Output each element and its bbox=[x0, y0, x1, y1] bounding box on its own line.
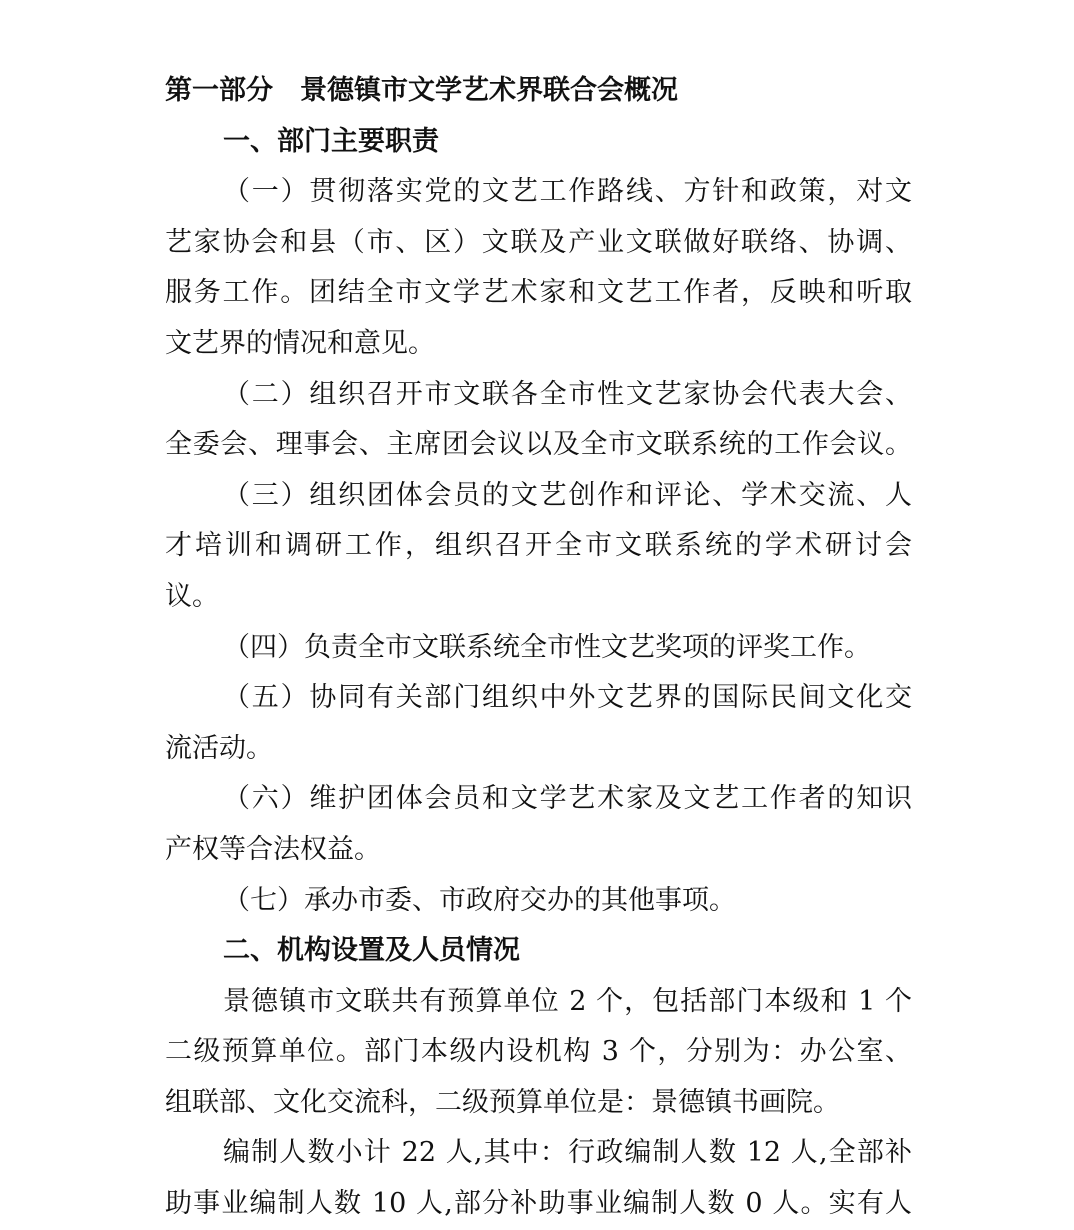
paragraph-line: （二）组织召开市文联各全市性文艺家协会代表大会、 bbox=[223, 378, 912, 410]
paragraph-line: 才培训和调研工作，组织召开全市文联系统的学术研讨会 bbox=[165, 530, 912, 562]
paragraph-line: 助事业编制人数 10 人,部分补助事业编制人数 0 人。实有人 bbox=[165, 1188, 912, 1220]
paragraph-line: 文艺界的情况和意见。 bbox=[165, 327, 435, 359]
paragraph bbox=[165, 774, 912, 875]
paragraph bbox=[165, 1128, 912, 1229]
document-page bbox=[165, 66, 912, 1230]
paragraph-line: 服务工作。团结全市文学艺术家和文艺工作者，反映和听取 bbox=[165, 277, 912, 309]
section-heading-duties: 一、部门主要职责 bbox=[223, 125, 439, 157]
paragraph-line: （三）组织团体会员的文艺创作和评论、学术交流、人 bbox=[223, 479, 912, 511]
paragraph bbox=[165, 167, 912, 369]
paragraph-line: 二级预算单位。部门本级内设机构 3 个，分别为：办公室、 bbox=[165, 1036, 912, 1068]
paragraph bbox=[165, 876, 912, 927]
paragraph bbox=[165, 673, 912, 774]
section-heading-organization: 二、机构设置及人员情况 bbox=[223, 935, 520, 967]
paragraph bbox=[165, 471, 912, 623]
paragraph-line: 编制人数小计 22 人,其中：行政编制人数 12 人,全部补 bbox=[223, 1137, 912, 1169]
paragraph-line: （四）负责全市文联系统全市性文艺奖项的评奖工作。 bbox=[223, 631, 871, 663]
paragraph-line: 产权等合法权益。 bbox=[165, 833, 381, 865]
paragraph bbox=[165, 370, 912, 471]
paragraph-line: （一）贯彻落实党的文艺工作路线、方针和政策，对文 bbox=[223, 176, 912, 208]
paragraph-line: （七）承办市委、市政府交办的其他事项。 bbox=[223, 884, 736, 916]
paragraph bbox=[165, 977, 912, 1129]
paragraph-line: （六）维护团体会员和文学艺术家及文艺工作者的知识 bbox=[223, 783, 912, 815]
page-title: 第一部分 景德镇市文学艺术界联合会概况 bbox=[165, 75, 678, 106]
paragraph-line: 全委会、理事会、主席团会议以及全市文联系统的工作会议。 bbox=[165, 429, 912, 461]
section-organization-body bbox=[165, 977, 912, 1230]
paragraph-line: 组联部、文化交流科，二级预算单位是：景德镇书画院。 bbox=[165, 1086, 840, 1118]
paragraph-line: 流活动。 bbox=[165, 732, 273, 764]
paragraph bbox=[165, 623, 912, 674]
paragraph-line: 景德镇市文联共有预算单位 2 个，包括部门本级和 1 个 bbox=[223, 985, 912, 1017]
paragraph-line: 议。 bbox=[165, 580, 219, 612]
paragraph-line: （五）协同有关部门组织中外文艺界的国际民间文化交 bbox=[223, 682, 912, 714]
section-duties-body bbox=[165, 167, 912, 926]
paragraph-line: 艺家协会和县（市、区）文联及产业文联做好联络、协调、 bbox=[165, 226, 912, 258]
